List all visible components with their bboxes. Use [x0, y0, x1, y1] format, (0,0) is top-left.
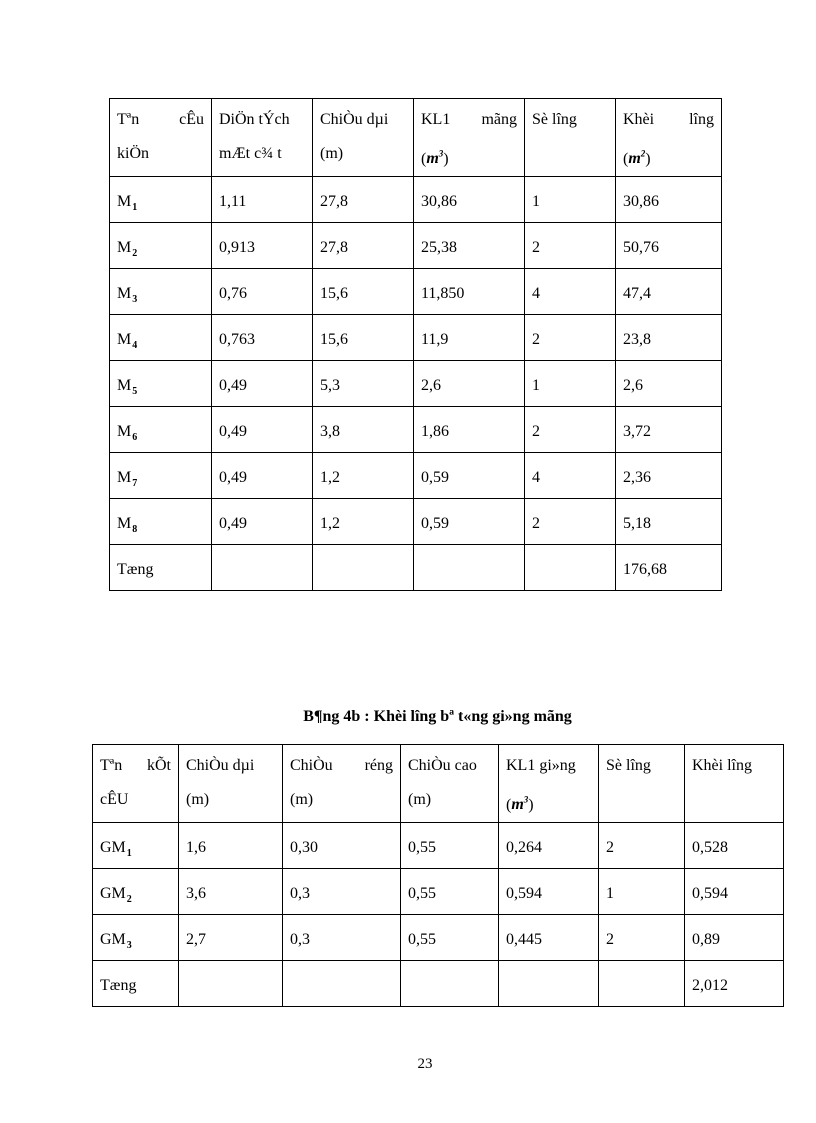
total-row	[110, 545, 722, 591]
header-line-2	[117, 137, 204, 171]
header-cell	[179, 745, 283, 823]
table-cell: 0,3	[283, 869, 401, 915]
header-line-1: ChiÒu réng	[290, 757, 393, 774]
element-name: M	[117, 193, 132, 211]
header-cell	[685, 745, 784, 823]
element-name: M	[117, 423, 132, 441]
header-text: )	[528, 796, 534, 814]
table-cell: 3,72	[616, 407, 722, 453]
table-cell: 0,89	[685, 915, 784, 961]
header-cell	[599, 745, 685, 823]
element-name: GM	[100, 931, 126, 949]
total-row	[93, 961, 784, 1007]
header-text: (m)	[408, 791, 432, 808]
table-cell: 0,594	[685, 869, 784, 915]
table-row	[110, 361, 722, 407]
table-row	[93, 869, 784, 915]
unit-symbol	[426, 150, 443, 167]
unit-letter: m	[628, 150, 641, 168]
header-line-2	[186, 783, 275, 817]
table-cell: 2	[599, 915, 685, 961]
table-cell: 5,18	[616, 499, 722, 545]
table-cell: 1	[525, 177, 616, 223]
header-line-1: ChiÒu dµi	[186, 757, 255, 774]
table-cell: 47,4	[616, 269, 722, 315]
element-name-cell	[110, 315, 212, 361]
unit-exponent: 3	[438, 149, 444, 159]
header-line-1: DiÖn tÝch	[219, 111, 290, 128]
table-formwork-volume	[109, 98, 722, 591]
table-row	[110, 269, 722, 315]
table-cell: 30,86	[616, 177, 722, 223]
header-line-1: Khèi lîng	[692, 757, 752, 774]
header-line-2	[320, 137, 406, 171]
table-cell: 50,76	[616, 223, 722, 269]
header-text: cÊU	[100, 791, 129, 808]
table-cell: 11,9	[414, 315, 525, 361]
table-caption: B¶ng 4b : Khèi lîng bª t«ng gi»ng mãng	[303, 708, 572, 725]
element-name-cell	[110, 407, 212, 453]
empty-cell	[499, 961, 599, 1007]
header-text: kiÖn	[117, 145, 149, 162]
element-name: GM	[100, 839, 126, 857]
table-row	[110, 223, 722, 269]
table-cell: 0,30	[283, 823, 401, 869]
header-cell	[499, 745, 599, 823]
header-text: (	[623, 150, 629, 168]
table-cell: 0,49	[212, 407, 313, 453]
element-index: 2	[132, 248, 138, 260]
table-cell: 2	[525, 499, 616, 545]
unit-exponent: 3	[523, 795, 529, 805]
table-cell: 0,55	[401, 869, 499, 915]
element-index: 1	[132, 202, 138, 214]
unit-letter: m	[426, 150, 439, 168]
table-cell: 0,49	[212, 453, 313, 499]
header-line-1: ChiÒu cao	[408, 757, 477, 774]
header-text: (	[506, 796, 512, 814]
element-name: M	[117, 331, 132, 349]
table-row	[110, 499, 722, 545]
table-cell: 11,850	[414, 269, 525, 315]
empty-cell	[212, 545, 313, 591]
table-cell: 27,8	[313, 177, 414, 223]
header-text: )	[443, 150, 449, 168]
element-index: 4	[132, 340, 138, 352]
table-cell: 0,913	[212, 223, 313, 269]
table-cell: 1,6	[179, 823, 283, 869]
header-cell	[401, 745, 499, 823]
element-name-cell	[110, 499, 212, 545]
table-row	[93, 823, 784, 869]
table-cell: 0,55	[401, 823, 499, 869]
header-line-1: KL1 gi»ng	[506, 757, 576, 774]
table-cell: 0,49	[212, 361, 313, 407]
header-text: (m)	[186, 791, 210, 808]
table-row	[93, 915, 784, 961]
element-name: M	[117, 377, 132, 395]
table-cell: 0,76	[212, 269, 313, 315]
header-line-2	[219, 137, 305, 171]
header-line-2	[421, 137, 517, 176]
header-text: (	[421, 150, 427, 168]
header-cell	[525, 99, 616, 177]
table-cell: 3,6	[179, 869, 283, 915]
table-cell: 2,6	[414, 361, 525, 407]
table-cell: 0,763	[212, 315, 313, 361]
element-index: 3	[132, 294, 138, 306]
header-text: (m)	[320, 145, 344, 162]
empty-cell	[179, 961, 283, 1007]
table-cell: 2,6	[616, 361, 722, 407]
table-cell: 1,2	[313, 453, 414, 499]
table-cell: 3,8	[313, 407, 414, 453]
header-line-1: Sè lîng	[532, 111, 577, 128]
header-cell	[110, 99, 212, 177]
table-cell: 0,528	[685, 823, 784, 869]
element-name-cell	[93, 823, 179, 869]
element-index: 6	[132, 432, 138, 444]
element-name-cell	[110, 453, 212, 499]
header-line-1: Tªn kÕt	[100, 757, 171, 774]
header-line-1: Tªn cÊu	[117, 111, 204, 128]
table-cell: 0,594	[499, 869, 599, 915]
header-line-2	[100, 783, 171, 817]
table-cell: 0,445	[499, 915, 599, 961]
total-label: Tæng	[93, 961, 179, 1007]
table-cell: 2	[525, 407, 616, 453]
element-index: 8	[132, 524, 138, 536]
table-cell: 30,86	[414, 177, 525, 223]
table-cell: 0,59	[414, 453, 525, 499]
header-line-2	[408, 783, 491, 817]
table-cell: 1,11	[212, 177, 313, 223]
table-cell: 0,55	[401, 915, 499, 961]
element-name-cell	[110, 223, 212, 269]
table-cell: 0,59	[414, 499, 525, 545]
header-row	[93, 745, 784, 823]
page-number: 23	[417, 1056, 433, 1072]
empty-cell	[283, 961, 401, 1007]
table-cell: 2,7	[179, 915, 283, 961]
table-cell: 2	[525, 315, 616, 361]
table-cell: 15,6	[313, 315, 414, 361]
header-cell	[93, 745, 179, 823]
header-cell	[212, 99, 313, 177]
header-cell	[414, 99, 525, 177]
table-cell: 4	[525, 269, 616, 315]
empty-cell	[401, 961, 499, 1007]
table-cell: 0,49	[212, 499, 313, 545]
table-cell: 0,264	[499, 823, 599, 869]
empty-cell	[525, 545, 616, 591]
table-beam-volume	[92, 744, 784, 1007]
header-line-2	[290, 783, 393, 817]
header-line-1: Sè lîng	[606, 757, 651, 774]
table-cell: 1,86	[414, 407, 525, 453]
table-cell: 25,38	[414, 223, 525, 269]
table-row	[110, 177, 722, 223]
element-index: 5	[132, 386, 138, 398]
header-line-1: KL1 mãng	[421, 111, 517, 128]
table-cell: 15,6	[313, 269, 414, 315]
element-index: 3	[126, 940, 132, 952]
total-value: 2,012	[685, 961, 784, 1007]
element-name: M	[117, 515, 132, 533]
table-body	[93, 745, 784, 1007]
element-name: M	[117, 285, 132, 303]
header-line-1: Khèi lîng	[623, 111, 714, 128]
header-cell	[616, 99, 722, 177]
element-name: GM	[100, 885, 126, 903]
element-name-cell	[93, 869, 179, 915]
element-name-cell	[110, 269, 212, 315]
table-cell: 0,3	[283, 915, 401, 961]
element-index: 1	[126, 848, 132, 860]
table-cell: 27,8	[313, 223, 414, 269]
table-row	[110, 315, 722, 361]
unit-exponent: 2	[640, 149, 646, 159]
table-cell: 23,8	[616, 315, 722, 361]
header-row	[110, 99, 722, 177]
element-index: 7	[132, 478, 138, 490]
table-cell: 2	[599, 823, 685, 869]
empty-cell	[313, 545, 414, 591]
table-cell: 1	[599, 869, 685, 915]
element-name: M	[117, 469, 132, 487]
total-value: 176,68	[616, 545, 722, 591]
unit-letter: m	[511, 796, 524, 814]
header-line-2	[623, 137, 714, 176]
header-cell	[283, 745, 401, 823]
total-label: Tæng	[110, 545, 212, 591]
header-text: (m)	[290, 791, 314, 808]
table-cell: 1	[525, 361, 616, 407]
table-cell: 2,36	[616, 453, 722, 499]
element-name: M	[117, 239, 132, 257]
element-name-cell	[93, 915, 179, 961]
table-cell: 2	[525, 223, 616, 269]
table-cell: 4	[525, 453, 616, 499]
header-line-1: ChiÒu dµi	[320, 111, 389, 128]
unit-symbol	[628, 150, 645, 167]
empty-cell	[599, 961, 685, 1007]
table-cell: 1,2	[313, 499, 414, 545]
unit-symbol	[511, 796, 528, 813]
header-line-2	[506, 783, 591, 822]
header-cell	[313, 99, 414, 177]
header-text: mÆt c¾ t	[219, 145, 282, 162]
header-text: )	[645, 150, 651, 168]
table-row	[110, 453, 722, 499]
element-index: 2	[126, 894, 132, 906]
table-cell: 5,3	[313, 361, 414, 407]
element-name-cell	[110, 177, 212, 223]
element-name-cell	[110, 361, 212, 407]
table-row	[110, 407, 722, 453]
empty-cell	[414, 545, 525, 591]
table-body	[110, 99, 722, 591]
